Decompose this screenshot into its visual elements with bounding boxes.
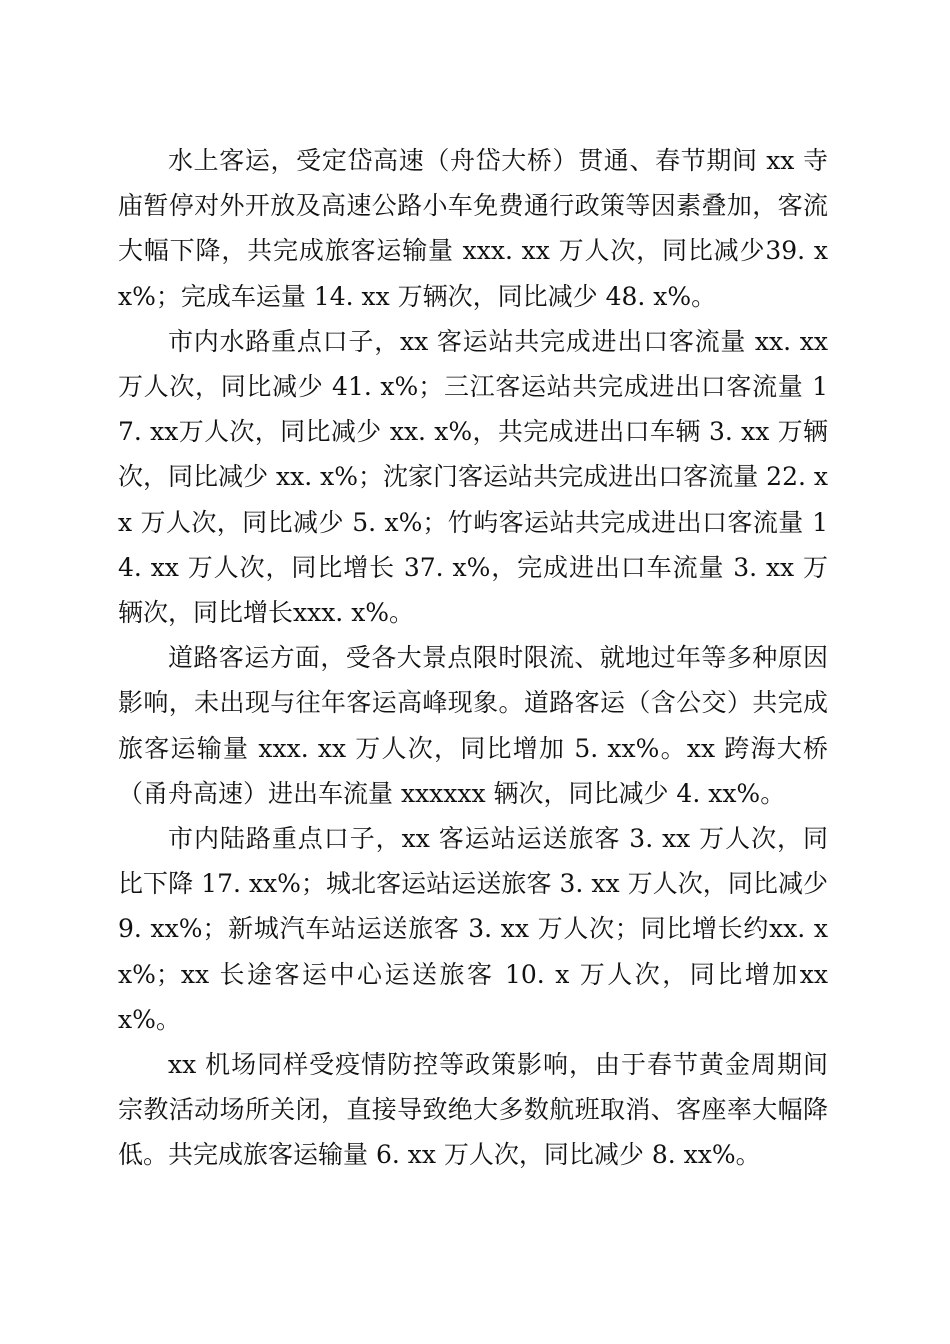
paragraph-airport: xx 机场同样受疫情防控等政策影响，由于春节黄金周期间宗教活动场所关闭，直接导致绝大多数航班取消、客座率大幅降低。共完成旅客运输量 6. xx 万人次，同比减少 8. xx%。 — [118, 1050, 828, 1170]
paragraph-water-key-ports: 市内水路重点口子，xx 客运站共完成进出口客流量 xx. xx 万人次，同比减少 41. x%；三江客运站共完成进出口客流量 17. xx万人次，同比减少 xx. x%，共完成进出口车辆 3. xx 万辆次，同比减少 xx. x%；沈家门客运站共完成进出口客流量 22. xx 万人次，同比减少 5. x%；竹屿客运站共完成进出口客流量 14. xx 万人次，同比增长 37. x%，完成进出口车流量 3. xx 万辆次，同比增长xxx. x%。 — [118, 326, 828, 628]
paragraph-road-transport: 道路客运方面，受各大景点限时限流、就地过年等多种原因影响，未出现与往年客运高峰现象。道路客运（含公交）共完成旅客运输量 xxx. xx 万人次，同比增加 5. xx%。xx 跨海大桥（甬舟高速）进出车流量 xxxxxx 辆次，同比减少 4. xx%。 — [118, 643, 828, 808]
paragraph-water-transport: 水上客运，受定岱高速（舟岱大桥）贯通、春节期间 xx 寺庙暂停对外开放及高速公路小车免费通行政策等因素叠加，客流大幅下降，共完成旅客运输量 xxx. xx 万人次，同比减少39. xx%；完成车运量 14. xx 万辆次，同比减少 48. x%。 — [118, 146, 828, 311]
paragraph-road-key-ports: 市内陆路重点口子，xx 客运站运送旅客 3. xx 万人次，同比下降 17. xx%；城北客运站运送旅客 3. xx 万人次，同比减少9. xx%；新城汽车站运送旅客 3. xx 万人次；同比增长约xx. xx%；xx 长途客运中心运送旅客 10. x 万人次，同比增加xxx%。 — [118, 824, 828, 1034]
